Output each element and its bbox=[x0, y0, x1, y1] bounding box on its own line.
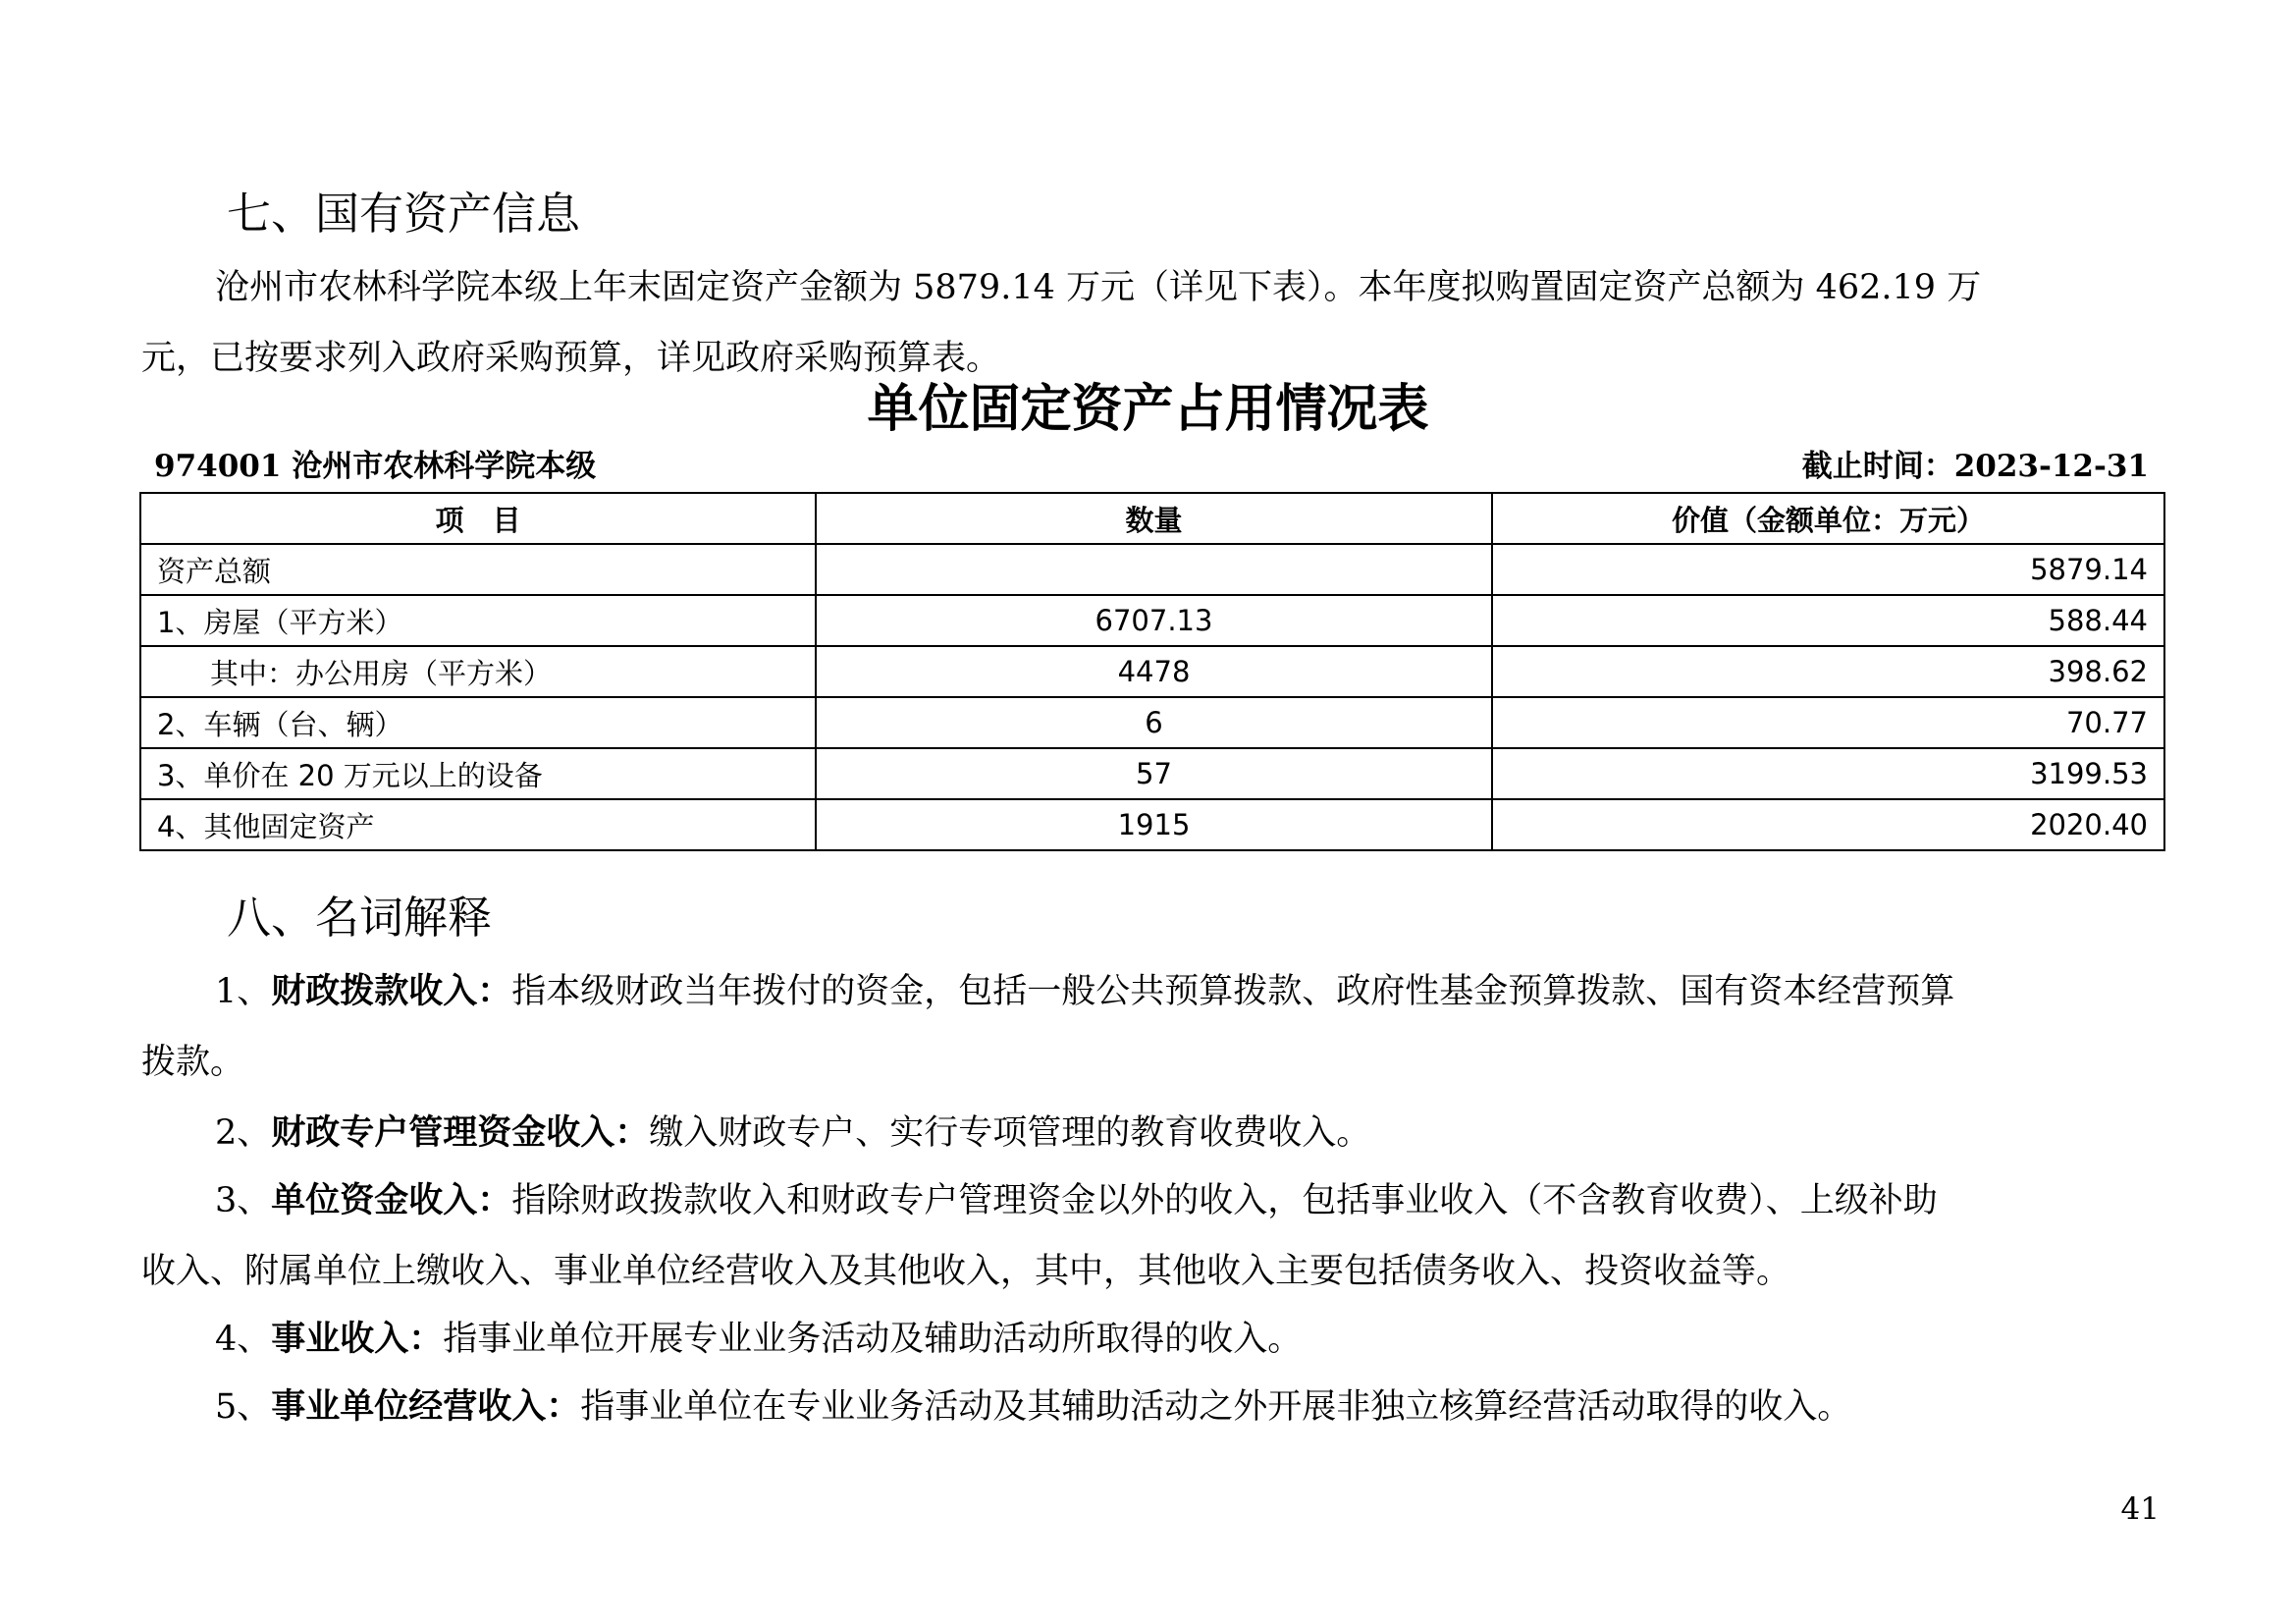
table-row bbox=[140, 748, 2164, 799]
header-quantity: 数量 bbox=[816, 493, 1492, 544]
unit-name: 974001 沧州市农林科学院本级 bbox=[154, 449, 597, 484]
row-value: 70.77 bbox=[1492, 697, 2164, 748]
row-item: 资产总额 bbox=[140, 544, 816, 595]
definition-number: 2、 bbox=[215, 1113, 272, 1153]
definition-term: 单位资金收入： bbox=[271, 1180, 512, 1220]
section-7-paragraph-line-1: 沧州市农林科学院本级上年末固定资产金额为 5879.14 万元（详见下表）。本年度拟购置固定资产总额为 462.19 万 bbox=[215, 268, 1982, 307]
definition-3 bbox=[141, 1165, 2229, 1236]
definition-text: 指本级财政当年拨付的资金，包括一般公共预算拨款、政府性基金预算拨款、国有资本经营预算 bbox=[511, 972, 1955, 1011]
definition-term: 事业收入： bbox=[271, 1319, 444, 1359]
row-quantity: 4478 bbox=[816, 646, 1492, 697]
row-item: 3、单价在 20 万元以上的设备 bbox=[140, 748, 816, 799]
header-value: 价值（金额单位：万元） bbox=[1492, 493, 2164, 544]
definition-term: 事业单位经营收入： bbox=[271, 1386, 581, 1427]
cutoff-date: 截止时间：2023-12-31 bbox=[1801, 449, 2149, 484]
definition-term: 财政拨款收入： bbox=[271, 971, 512, 1011]
definition-number: 4、 bbox=[215, 1320, 272, 1359]
row-quantity: 6 bbox=[816, 697, 1492, 748]
definition-number: 5、 bbox=[215, 1387, 272, 1427]
row-quantity: 57 bbox=[816, 748, 1492, 799]
section-8-heading: 八、名词解释 bbox=[227, 892, 493, 944]
header-item: 项 目 bbox=[140, 493, 816, 544]
definition-text: 指事业单位开展专业业务活动及辅助活动所取得的收入。 bbox=[443, 1320, 1303, 1359]
row-value: 588.44 bbox=[1492, 595, 2164, 646]
row-item: 1、房屋（平方米） bbox=[140, 595, 816, 646]
definition-1 bbox=[141, 956, 2229, 1027]
row-item: 4、其他固定资产 bbox=[140, 799, 816, 850]
row-value: 2020.40 bbox=[1492, 799, 2164, 850]
table-row bbox=[140, 544, 2164, 595]
row-quantity: 6707.13 bbox=[816, 595, 1492, 646]
definition-term: 财政专户管理资金收入： bbox=[271, 1112, 650, 1153]
section-7-paragraph-line-2: 元，已按要求列入政府采购预算，详见政府采购预算表。 bbox=[141, 339, 1001, 378]
definition-text: 指除财政拨款收入和财政专户管理资金以外的收入，包括事业收入（不含教育收费）、上级补助 bbox=[511, 1181, 1938, 1220]
row-quantity: 1915 bbox=[816, 799, 1492, 850]
definition-4 bbox=[141, 1304, 2229, 1375]
table-header-row bbox=[140, 493, 2164, 544]
row-value: 3199.53 bbox=[1492, 748, 2164, 799]
definition-number: 3、 bbox=[215, 1181, 272, 1220]
row-value: 5879.14 bbox=[1492, 544, 2164, 595]
row-value: 398.62 bbox=[1492, 646, 2164, 697]
table-row bbox=[140, 646, 2164, 697]
row-item: 2、车辆（台、辆） bbox=[140, 697, 816, 748]
table-row bbox=[140, 595, 2164, 646]
definition-text: 缴入财政专户、实行专项管理的教育收费收入。 bbox=[649, 1113, 1371, 1153]
table-row bbox=[140, 697, 2164, 748]
table-row bbox=[140, 799, 2164, 850]
table-title: 单位固定资产占用情况表 bbox=[867, 379, 1429, 439]
definition-number: 1、 bbox=[215, 972, 272, 1011]
definition-2 bbox=[141, 1098, 2229, 1168]
definition-text: 指事业单位在专业业务活动及其辅助活动之外开展非独立核算经营活动取得的收入。 bbox=[580, 1387, 1852, 1427]
definition-5 bbox=[141, 1372, 2229, 1442]
section-7-heading: 七、国有资产信息 bbox=[227, 188, 581, 240]
definition-3-continued: 收入、附属单位上缴收入、事业单位经营收入及其他收入，其中，其他收入主要包括债务收入、投资收益等。 bbox=[141, 1252, 1791, 1291]
page-number: 41 bbox=[2120, 1491, 2160, 1527]
definition-1-continued: 拨款。 bbox=[141, 1043, 245, 1082]
fixed-assets-table bbox=[139, 492, 2165, 851]
row-quantity bbox=[816, 544, 1492, 595]
row-item: 其中：办公用房（平方米） bbox=[140, 646, 816, 697]
